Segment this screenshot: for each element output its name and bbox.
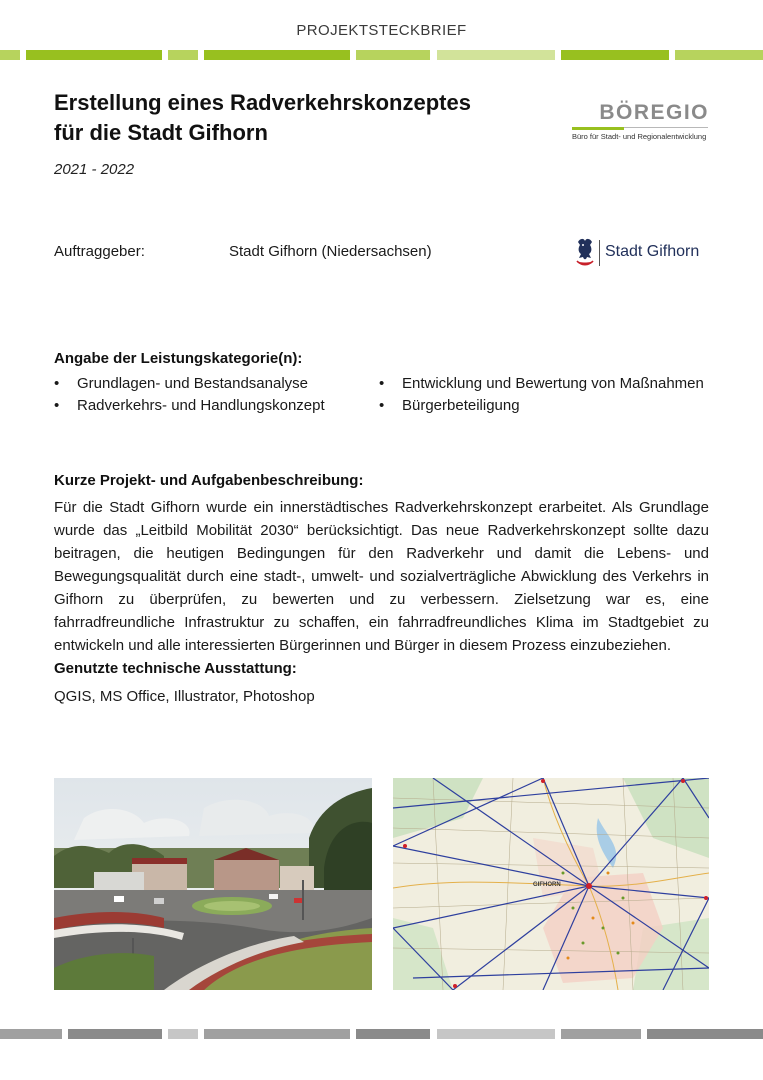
project-years: 2021 - 2022 bbox=[54, 161, 135, 178]
color-bar-segment bbox=[68, 1029, 162, 1039]
bike-network-map bbox=[393, 778, 709, 990]
boregio-logo-grey-line bbox=[624, 127, 708, 128]
bullet-point: • bbox=[379, 375, 385, 392]
header-color-bar bbox=[0, 50, 763, 60]
boregio-logo-subtitle: Büro für Stadt- und Regionalentwicklung bbox=[572, 132, 707, 141]
equipment-text: QGIS, MS Office, Illustrator, Photoshop bbox=[54, 688, 315, 705]
color-bar-segment bbox=[204, 1029, 350, 1039]
bullet-point: • bbox=[54, 397, 60, 414]
stadt-gifhorn-logo-separator bbox=[599, 240, 600, 266]
stadt-gifhorn-logo bbox=[574, 236, 714, 270]
color-bar-segment bbox=[647, 1029, 763, 1039]
footer-color-bar bbox=[0, 1029, 763, 1039]
color-bar-segment bbox=[204, 50, 350, 60]
equipment-heading: Genutzte technische Ausstattung: bbox=[54, 660, 297, 677]
color-bar-segment bbox=[0, 1029, 62, 1039]
color-bar-segment bbox=[437, 50, 555, 60]
category-text: Radverkehrs- und Handlungskonzept bbox=[77, 397, 325, 414]
color-bar-segment bbox=[356, 1029, 430, 1039]
bullet-point: • bbox=[379, 397, 385, 414]
map-place-label: GIFHORN bbox=[533, 882, 561, 888]
gifhorn-coat-of-arms-icon bbox=[574, 236, 596, 270]
color-bar-segment bbox=[0, 50, 20, 60]
description-heading: Kurze Projekt- und Aufgabenbeschreibung: bbox=[54, 472, 364, 489]
stadt-gifhorn-logo-text: Stadt Gifhorn bbox=[605, 243, 700, 260]
project-title-line-1: Erstellung eines Radverkehrskonzeptes bbox=[54, 90, 471, 115]
color-bar-segment bbox=[561, 1029, 641, 1039]
category-text: Grundlagen- und Bestandsanalyse bbox=[77, 375, 308, 392]
boregio-logo-name: BÖREGIO bbox=[599, 101, 709, 124]
color-bar-segment bbox=[168, 50, 198, 60]
project-title-line-2: für die Stadt Gifhorn bbox=[54, 120, 268, 145]
project-title bbox=[54, 88, 471, 148]
roundabout-photo bbox=[54, 778, 372, 990]
client-label: Auftraggeber: bbox=[54, 243, 145, 260]
color-bar-segment bbox=[356, 50, 430, 60]
bullet-point: • bbox=[54, 375, 60, 392]
boregio-logo bbox=[570, 99, 715, 145]
color-bar-segment bbox=[437, 1029, 555, 1039]
client-value: Stadt Gifhorn (Niedersachsen) bbox=[229, 243, 432, 260]
description-text: Für die Stadt Gifhorn wurde ein innerstädtisches Radverkehrskonzept erarbeitet. Als Grundlage wurde das „Leitbild Mobilität 2030“ berücksichtigt. Das neue Radverkehrskonzept sollte dazu beitragen, die heutigen Bedingungen für den Radverkehr und damit die Lebens- und Bewegungsqualität durch eine stadt-, umwelt- und sozialverträgliche Abwicklung des Verkehrs in Gifhorn zu überprüfen, zu bewerten und zu verbessern. Zielsetzung war es, eine fahrradfreundliche Infrastruktur zu schaffen, ein fahrradfreundliches Klima im Stadtgebiet zu entwickeln und alle interessierten Bürgerinnen und Bürger in diesem Prozess einzubeziehen. bbox=[54, 499, 709, 654]
boregio-logo-accent-line bbox=[572, 127, 624, 130]
document-type-label: PROJEKTSTECKBRIEF bbox=[296, 22, 467, 39]
color-bar-segment bbox=[26, 50, 162, 60]
categories-heading: Angabe der Leistungskategorie(n): bbox=[54, 350, 303, 367]
category-text: Bürgerbeteiligung bbox=[402, 397, 520, 414]
color-bar-segment bbox=[675, 50, 763, 60]
category-text: Entwicklung und Bewertung von Maßnahmen bbox=[402, 375, 704, 392]
color-bar-segment bbox=[168, 1029, 198, 1039]
color-bar-segment bbox=[561, 50, 669, 60]
